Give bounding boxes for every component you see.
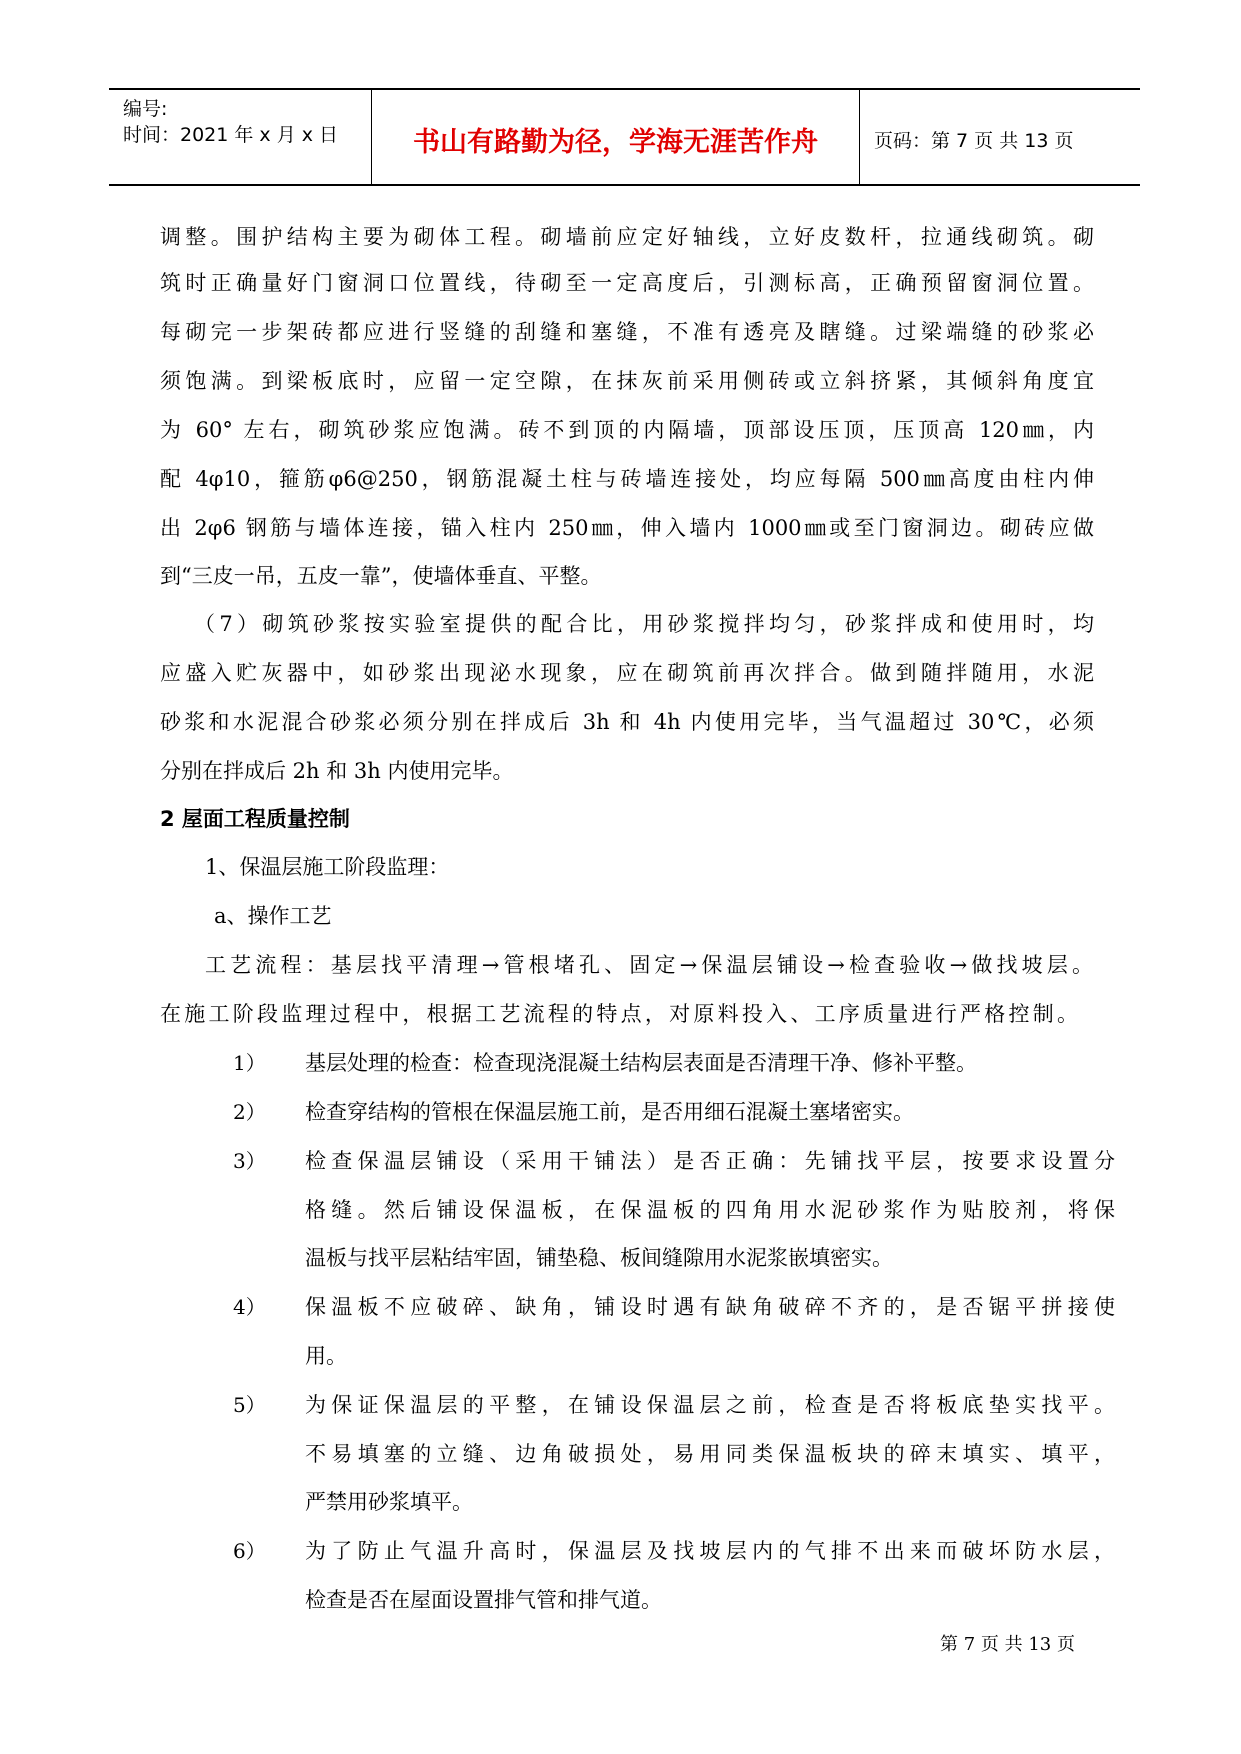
text-line: 每砌完一步架砖都应进行竖缝的刮缝和塞缝，不准有透亮及瞎缝。过梁端缝的砂浆必: [160, 320, 1094, 344]
code-label: 编号:: [123, 98, 168, 120]
text-line: 为 60° 左右，砌筑砂浆应饱满。砖不到顶的内隔墙，顶部设压顶，压顶高 120㎜，内: [160, 418, 1094, 442]
item-number: 6）: [233, 1539, 266, 1563]
item-text: 严禁用砂浆填平。: [305, 1490, 473, 1514]
section-heading: 2 屋面工程质量控制: [160, 807, 350, 831]
motto: 书山有路勤为径，学海无涯苦作舟: [413, 127, 818, 158]
page-footer: 第 7 页 共 13 页: [940, 1634, 1075, 1655]
subheading-operation: a、操作工艺: [214, 904, 332, 928]
item-text: 检查是否在屋面设置排气管和排气道。: [305, 1588, 662, 1612]
document-header: [109, 88, 1140, 186]
item-text: 基层处理的检查：检查现浇混凝土结构层表面是否清理干净、修补平整。: [305, 1051, 977, 1075]
item-number: 1）: [233, 1051, 266, 1075]
text-line: 到“三皮一吊，五皮一靠”，使墙体垂直、平整。: [160, 564, 602, 588]
text-line: （7）砌筑砂浆按实验室提供的配合比，用砂浆搅拌均匀，砂浆拌成和使用时，均: [194, 612, 1094, 636]
header-right-cell: [860, 90, 1140, 184]
header-left-cell: [109, 90, 371, 184]
item-number: 3）: [233, 1149, 266, 1173]
text-line: 筑时正确量好门窗洞口位置线，待砌至一定高度后，引测标高，正确预留窗洞位置。: [160, 271, 1094, 295]
subheading-insulation: 1、保温层施工阶段监理：: [205, 855, 450, 879]
item-text: 不易填塞的立缝、边角破损处，易用同类保温板块的碎末填实、填平，: [305, 1442, 1115, 1466]
item-text: 检查保温层铺设（采用干铺法）是否正确：先铺找平层，按要求设置分: [305, 1149, 1115, 1173]
text-line: 须饱满。到梁板底时，应留一定空隙，在抹灰前采用侧砖或立斜挤紧，其倾斜角度宜: [160, 369, 1094, 393]
text-line: 出 2φ6 钢筋与墙体连接，锚入柱内 250㎜，伸入墙内 1000㎜或至门窗洞边。砌砖应做: [160, 516, 1094, 540]
text-line: 应盛入贮灰器中，如砂浆出现泌水现象，应在砌筑前再次拌合。做到随拌随用，水泥: [160, 661, 1094, 685]
page-info: 页码：第 7 页 共 13 页: [874, 130, 1074, 152]
time-label: 时间：2021 年 x 月 x 日: [123, 124, 339, 146]
process-flow-line: 在施工阶段监理过程中，根据工艺流程的特点，对原料投入、工序质量进行严格控制。: [160, 1002, 1078, 1026]
item-text: 为保证保温层的平整，在铺设保温层之前，检查是否将板底垫实找平。: [305, 1393, 1115, 1417]
item-text: 格缝。然后铺设保温板，在保温板的四角用水泥砂浆作为贴胶剂，将保: [305, 1198, 1115, 1222]
process-flow-line: 工艺流程：基层找平清理→管根堵孔、固定→保温层铺设→检查验收→做找坡层。: [205, 953, 1093, 977]
text-line: 配 4φ10，箍筋φ6@250，钢筋混凝土柱与砖墙连接处，均应每隔 500㎜高度由柱内伸: [160, 467, 1094, 491]
text-line: 砂浆和水泥混合砂浆必须分别在拌成后 3h 和 4h 内使用完毕，当气温超过 30℃，必须: [160, 710, 1094, 734]
item-text: 温板与找平层粘结牢固，铺垫稳、板间缝隙用水泥浆嵌填密实。: [305, 1246, 893, 1270]
item-number: 5）: [233, 1393, 266, 1417]
item-number: 2）: [233, 1100, 266, 1124]
item-text: 保温板不应破碎、缺角，铺设时遇有缺角破碎不齐的，是否锯平拼接使: [305, 1295, 1115, 1319]
header-middle-cell: [371, 90, 860, 184]
text-line: 分别在拌成后 2h 和 3h 内使用完毕。: [160, 759, 514, 783]
text-line: 调整。围护结构主要为砌体工程。砌墙前应定好轴线，立好皮数杆，拉通线砌筑。砌: [160, 225, 1094, 249]
item-text: 为了防止气温升高时，保温层及找坡层内的气排不出来而破坏防水层，: [305, 1539, 1115, 1563]
item-number: 4）: [233, 1295, 266, 1319]
item-text: 检查穿结构的管根在保温层施工前，是否用细石混凝土塞堵密实。: [305, 1100, 914, 1124]
item-text: 用。: [305, 1344, 347, 1368]
